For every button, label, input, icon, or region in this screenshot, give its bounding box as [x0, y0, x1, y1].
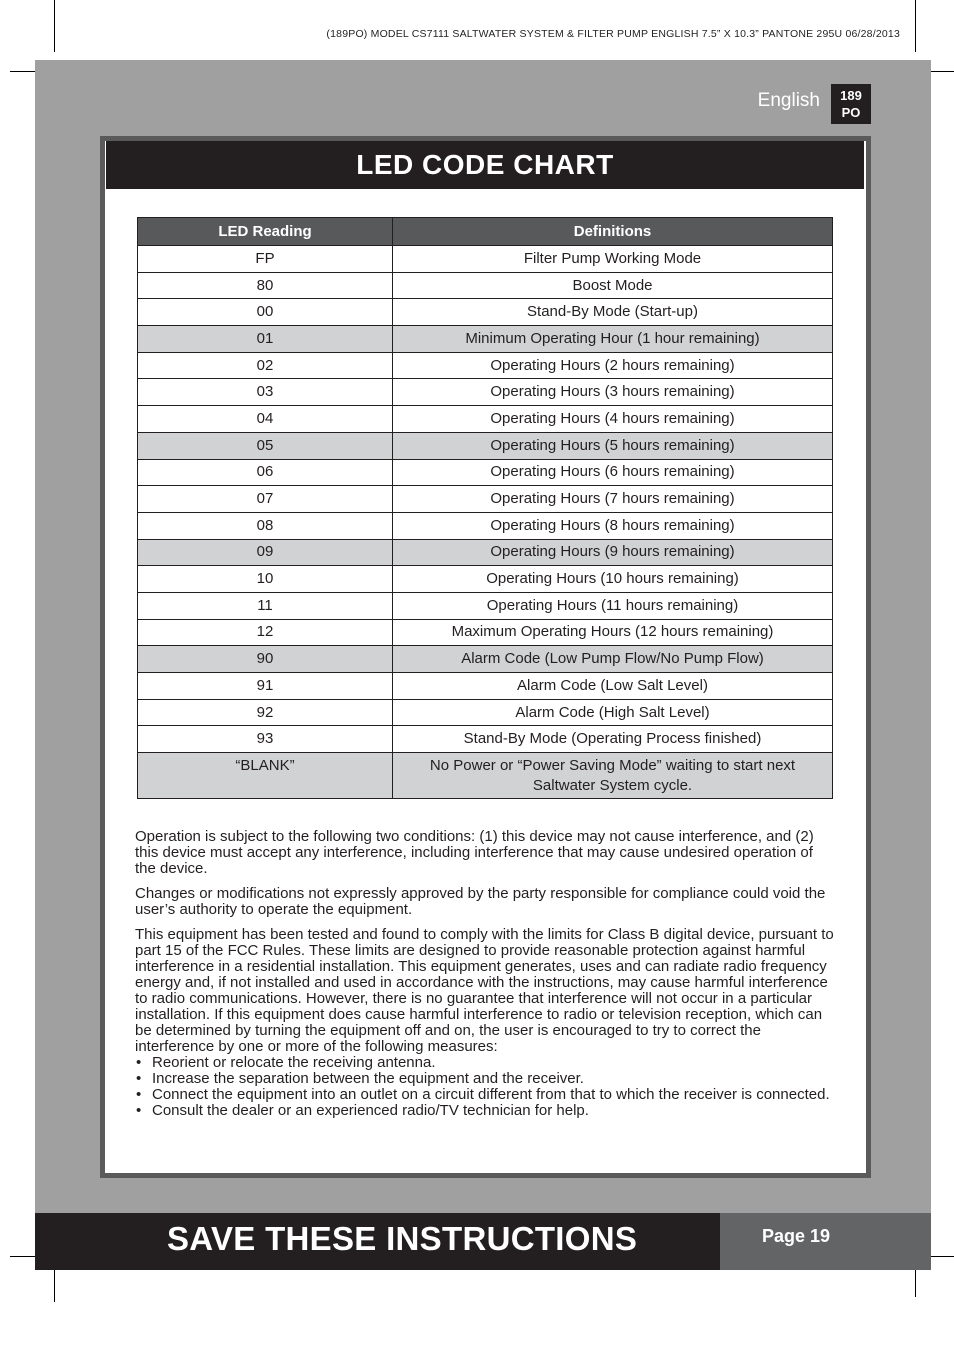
crop-mark [10, 71, 37, 72]
header-led-reading: LED Reading [138, 218, 393, 246]
led-reading-cell: 80 [138, 272, 393, 299]
list-item: • Consult the dealer or an experienced radio/TV technician for help. [135, 1103, 837, 1119]
definition-cell: Operating Hours (3 hours remaining) [393, 379, 833, 406]
code-badge-line1: 189 [840, 88, 862, 103]
table-row [138, 326, 833, 353]
led-reading-cell: 01 [138, 326, 393, 353]
footer-title: SAVE THESE INSTRUCTIONS [167, 1220, 638, 1257]
chart-title-bar [106, 141, 864, 189]
crop-mark [10, 1256, 37, 1257]
table-row [138, 246, 833, 273]
definition-cell: Stand-By Mode (Start-up) [393, 299, 833, 326]
print-header: (189PO) MODEL CS7111 SALTWATER SYSTEM & FILTER PUMP ENGLISH 7.5” X 10.3” PANTONE 295U 06/28/2013 [326, 28, 900, 40]
table-row [138, 486, 833, 513]
definition-cell: Operating Hours (10 hours remaining) [393, 566, 833, 593]
definition-cell: Alarm Code (Low Salt Level) [393, 673, 833, 700]
led-reading-cell: 08 [138, 512, 393, 539]
led-reading-cell: 12 [138, 619, 393, 646]
list-item: • Connect the equipment into an outlet on a circuit different from that to which the receiver is connected. [135, 1087, 837, 1103]
definition-cell: Operating Hours (4 hours remaining) [393, 406, 833, 433]
table-row [138, 699, 833, 726]
crop-mark [929, 1256, 954, 1257]
code-badge-line2: PO [841, 105, 861, 120]
table-row [138, 753, 833, 799]
crop-mark [54, 1270, 55, 1302]
led-reading-cell: 03 [138, 379, 393, 406]
led-code-table [137, 217, 833, 799]
definition-cell: Operating Hours (8 hours remaining) [393, 512, 833, 539]
page-number-box [720, 1213, 931, 1270]
definition-cell: Stand-By Mode (Operating Process finished) [393, 726, 833, 753]
definition-cell: Maximum Operating Hours (12 hours remaining) [393, 619, 833, 646]
footer-bar [35, 1213, 720, 1270]
chart-title: LED CODE CHART [356, 149, 614, 180]
definition-cell: Operating Hours (7 hours remaining) [393, 486, 833, 513]
definition-cell: No Power or “Power Saving Mode” waiting to start next Saltwater System cycle. [393, 753, 833, 799]
table-row [138, 592, 833, 619]
definition-cell: Alarm Code (High Salt Level) [393, 699, 833, 726]
led-reading-cell: 93 [138, 726, 393, 753]
crop-mark [915, 1270, 916, 1297]
paragraph: Changes or modifications not expressly approved by the party responsible for compliance could void the user’s authority to operate the equipment. [135, 885, 826, 918]
crop-mark [915, 0, 916, 52]
led-reading-cell: 07 [138, 486, 393, 513]
table-row [138, 619, 833, 646]
crop-mark [929, 71, 954, 72]
definition-cell: Operating Hours (6 hours remaining) [393, 459, 833, 486]
led-reading-cell: 11 [138, 592, 393, 619]
definition-cell: Filter Pump Working Mode [393, 246, 833, 273]
led-reading-cell: “BLANK” [138, 753, 393, 799]
definition-cell: Minimum Operating Hour (1 hour remaining) [393, 326, 833, 353]
page-number: Page 19 [762, 1226, 831, 1246]
table-row [138, 512, 833, 539]
table-header-row [138, 218, 833, 246]
definition-cell: Boost Mode [393, 272, 833, 299]
crop-mark [54, 0, 55, 52]
list-item: • Reorient or relocate the receiving antenna. [135, 1055, 837, 1071]
content-panel [100, 136, 871, 1178]
led-reading-cell: 06 [138, 459, 393, 486]
content-panel-inner [105, 141, 866, 1173]
table-row [138, 432, 833, 459]
definition-cell: Operating Hours (11 hours remaining) [393, 592, 833, 619]
table-row [138, 352, 833, 379]
led-reading-cell: FP [138, 246, 393, 273]
led-reading-cell: 00 [138, 299, 393, 326]
paragraph: This equipment has been tested and found to comply with the limits for Class B digital device, pursuant to part 15 of the FCC Rules. These limits are designed to provide reasonable protection against harmful interference in a residential installation. This equipment generates, uses and can radiate radio frequency energy and, if not installed and used in accordance with the instructions, may cause harmful interference to radio communications. However, there is no guarantee that interference will not occur in a particular installation. If this equipment does cause harmful interference to radio or television reception, which can be determined by turning the equipment off and on, the user is encouraged to try to correct the interference by one or more of the following measures: [135, 926, 834, 1055]
list-item: • Increase the separation between the equipment and the receiver. [135, 1071, 837, 1087]
led-reading-cell: 02 [138, 352, 393, 379]
table-row [138, 379, 833, 406]
led-reading-cell: 09 [138, 539, 393, 566]
led-reading-cell: 90 [138, 646, 393, 673]
table-row [138, 673, 833, 700]
fcc-notice [135, 829, 837, 1119]
table-row [138, 272, 833, 299]
code-badge [831, 84, 871, 124]
definition-cell: Operating Hours (9 hours remaining) [393, 539, 833, 566]
led-reading-cell: 92 [138, 699, 393, 726]
language-label: English [757, 90, 820, 111]
definition-cell: Alarm Code (Low Pump Flow/No Pump Flow) [393, 646, 833, 673]
measures-list [135, 1055, 837, 1119]
table-row [138, 406, 833, 433]
definition-cell: Operating Hours (2 hours remaining) [393, 352, 833, 379]
table-row [138, 566, 833, 593]
definition-cell: Operating Hours (5 hours remaining) [393, 432, 833, 459]
led-reading-cell: 05 [138, 432, 393, 459]
table-row [138, 646, 833, 673]
table-row [138, 539, 833, 566]
table-row [138, 726, 833, 753]
table-row [138, 299, 833, 326]
table-row [138, 459, 833, 486]
led-reading-cell: 10 [138, 566, 393, 593]
header-definitions: Definitions [393, 218, 833, 246]
led-reading-cell: 91 [138, 673, 393, 700]
led-reading-cell: 04 [138, 406, 393, 433]
paragraph: Operation is subject to the following two conditions: (1) this device may not cause interference, and (2) this device must accept any interference, including interference that may cause undesired operation of the device. [135, 828, 814, 877]
